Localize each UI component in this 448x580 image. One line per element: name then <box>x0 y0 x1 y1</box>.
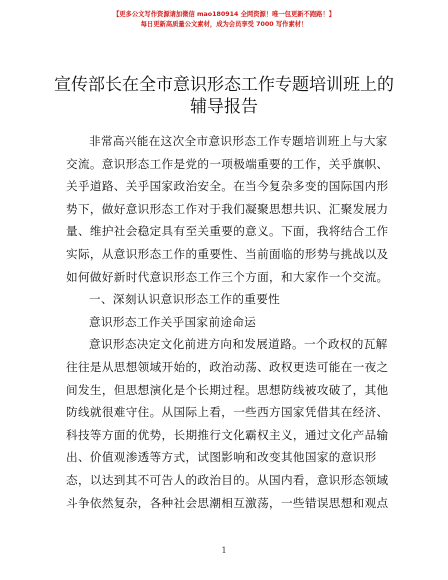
body-line: 非常高兴能在这次全市意识形态工作专题培训班上与大家 <box>89 134 388 148</box>
body-line: 斗争依然复杂，各种社会思潮相互激荡，一些错误思想和观点 <box>66 495 389 510</box>
body-line: 态，以达到其不可告人的政治目的。从国内看，意识形态领域 <box>66 472 389 487</box>
body-line: 关乎道路、关乎国家政治安全。在当今复杂多变的国际国内形 <box>66 179 389 194</box>
body-line: 交流。意识形态工作是党的一项极端重要的工作，关乎旗帜、 <box>66 156 389 171</box>
banner-line-2: 每日更新高质量公文素材，成为会员享受 7000 写作素材！ <box>140 21 308 28</box>
document-body <box>66 130 388 514</box>
body-line: 出、价值观渗透等方式，试图影响和改变其他国家的意识形 <box>66 450 377 465</box>
title-line-1: 宣传部长在全市意识形态工作专题培训班上的 <box>54 75 394 95</box>
body-line: 间发生，但思想演化是个长期过程。思想防线被攻破了，其他 <box>66 382 389 397</box>
page-number: 1 <box>221 546 227 555</box>
section-heading: 一、深刻认识意识形态工作的重要性 <box>89 292 281 307</box>
header-banner <box>0 10 448 30</box>
title-line-2: 辅导报告 <box>190 97 258 117</box>
body-line: 防线就很难守住。从国际上看，一些西方国家凭借其在经济、 <box>66 405 389 420</box>
body-line: 实际，从意识形态工作的重要性、当前面临的形势与挑战以及 <box>66 246 389 261</box>
body-line: 量、维护社会稳定具有至关重要的意义。下面，我将结合工作 <box>66 224 389 239</box>
body-line: 往往是从思想领域开始的，政治动荡、政权更迭可能在一夜之 <box>66 359 389 374</box>
body-line: 势下，做好意识形态工作对于我们凝聚思想共识、汇聚发展力 <box>66 201 389 216</box>
document-title <box>0 74 448 118</box>
body-line: 如何做好新时代意识形态工作三个方面，和大家作一个交流。 <box>66 269 389 284</box>
body-line: 科技等方面的优势，长期推行文化霸权主义，通过文化产品输 <box>66 427 389 442</box>
subsection-heading: 意识形态工作关乎国家前途命运 <box>89 314 257 329</box>
body-line: 意识形态决定文化前进方向和发展道路。一个政权的瓦解 <box>89 337 388 352</box>
banner-line-1: 【更多公文写作资源请加微信 mao180914 全网资源！唯一包更新不跑路！】 <box>112 11 336 18</box>
